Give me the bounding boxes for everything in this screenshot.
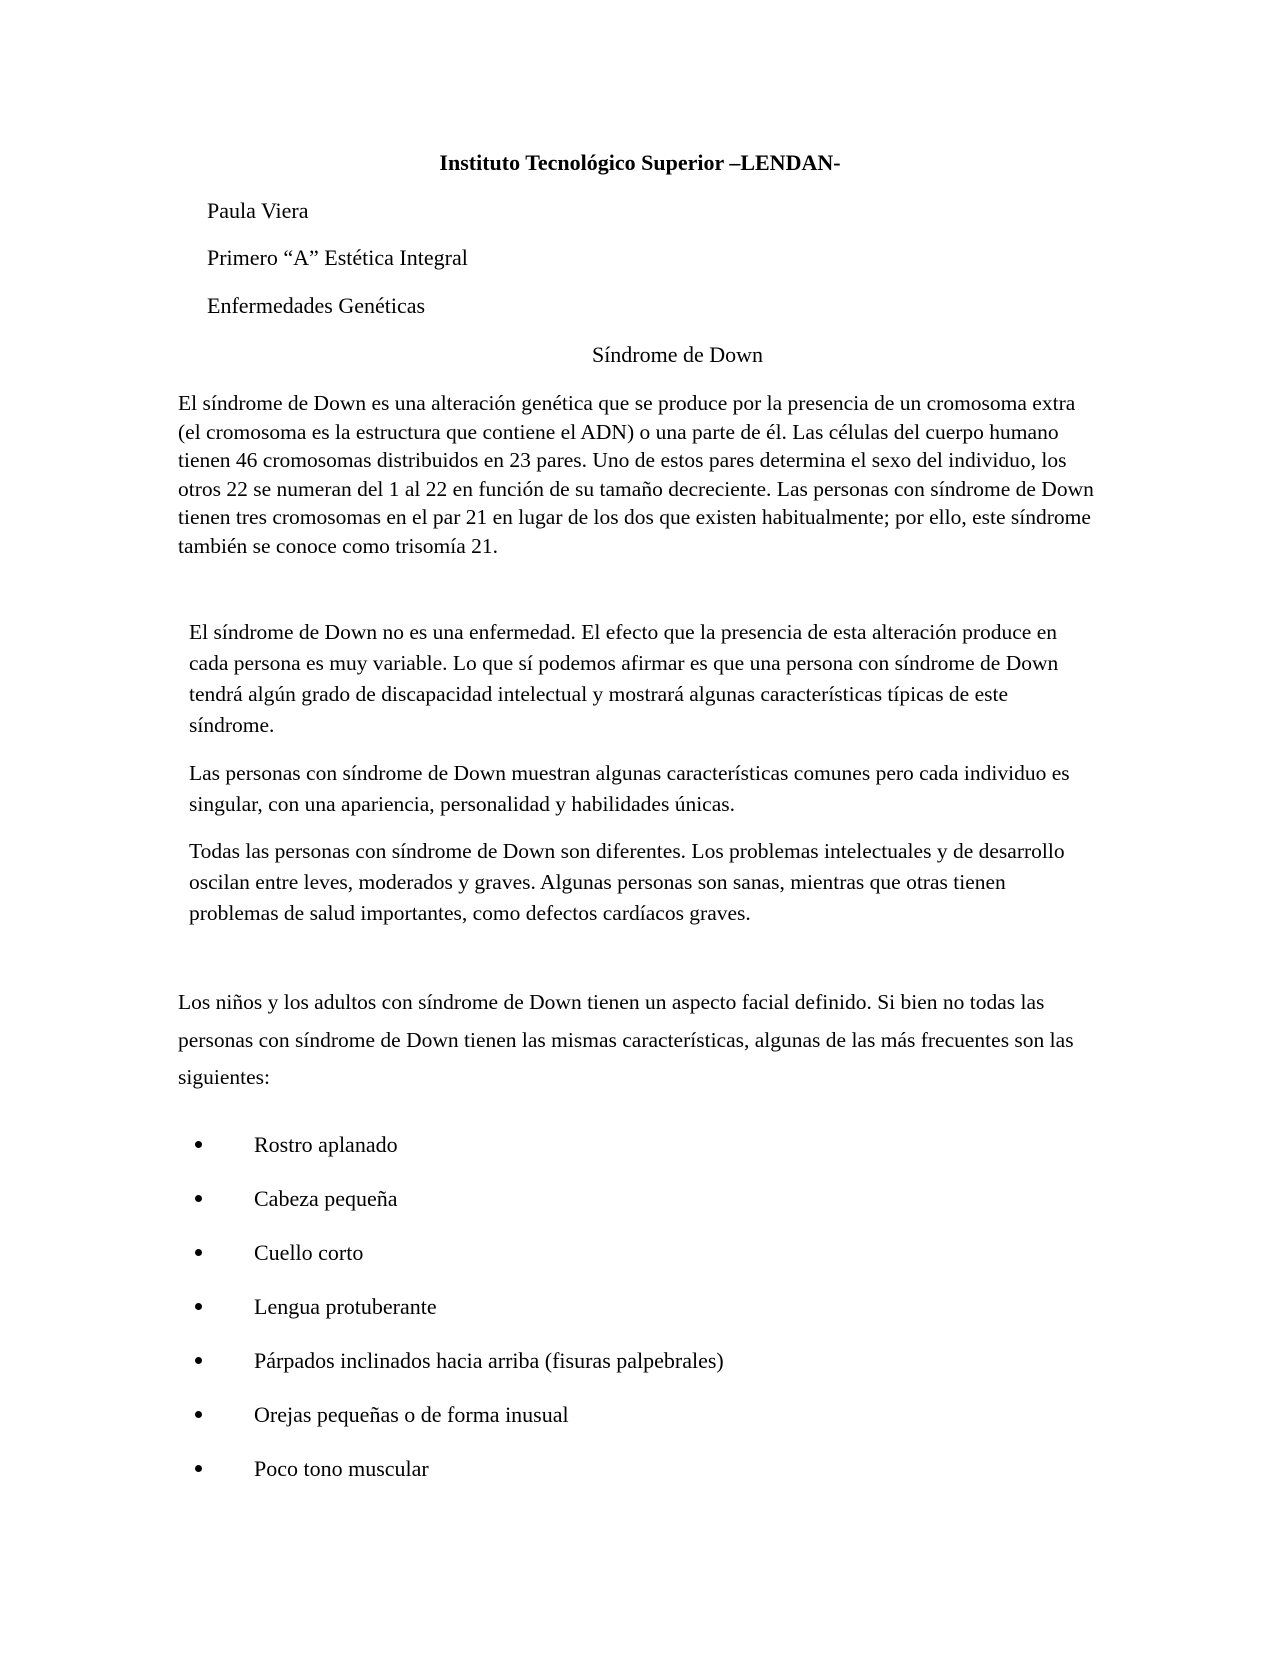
paragraph-not-disease: El síndrome de Down no es una enfermedad. El efecto que la presencia de esta alteración produce en cada persona es muy variable. Lo que sí podemos afirmar es que una persona con síndrome de Down tendrá algún grado de discapacidad intelectual y mostrará algunas características típicas de este síndrome. xyxy=(189,620,1059,737)
bullet-icon xyxy=(195,1195,202,1202)
list-item-text: Rostro aplanado xyxy=(254,1132,398,1157)
list-item xyxy=(0,1131,1280,1185)
features-list xyxy=(0,1131,1280,1509)
list-item xyxy=(0,1239,1280,1293)
bullet-icon xyxy=(195,1249,202,1256)
paragraph-differences: Todas las personas con síndrome de Down son diferentes. Los problemas intelectuales y de desarrollo oscilan entre leves, moderados y graves. Algunas personas son sanas, mientras que otras tienen problemas de salud importantes, como defectos cardíacos graves. xyxy=(189,839,1065,925)
paragraph-facial-features: Los niños y los adultos con síndrome de Down tienen un aspecto facial definido. Si bien no todas las personas con síndrome de Down tienen las mismas características, algunas de las más frecuentes son las siguientes: xyxy=(178,990,1074,1089)
list-item-text: Párpados inclinados hacia arriba (fisuras palpebrales) xyxy=(254,1348,724,1373)
list-item-text: Cabeza pequeña xyxy=(254,1186,398,1211)
bullet-icon xyxy=(195,1465,202,1472)
list-item xyxy=(0,1347,1280,1401)
list-item-text: Orejas pequeñas o de forma inusual xyxy=(254,1402,569,1427)
bullet-icon xyxy=(195,1411,202,1418)
course-name: Primero “A” Estética Integral xyxy=(207,245,468,270)
list-item xyxy=(0,1293,1280,1347)
list-item xyxy=(0,1455,1280,1509)
topic-title xyxy=(0,341,1280,369)
author-name: Paula Viera xyxy=(207,198,309,223)
list-item-text: Poco tono muscular xyxy=(254,1456,429,1481)
list-item xyxy=(0,1185,1280,1239)
list-item-text: Lengua protuberante xyxy=(254,1294,437,1319)
topic-title-text: Síndrome de Down xyxy=(591,342,764,367)
paragraph-characteristics: Las personas con síndrome de Down muestran algunas características comunes pero cada individuo es singular, con una apariencia, personalidad y habilidades únicas. xyxy=(189,761,1070,816)
subject-name: Enfermedades Genéticas xyxy=(207,293,426,318)
list-item xyxy=(0,1401,1280,1455)
institution-title: Instituto Tecnológico Superior –LENDAN- xyxy=(439,150,841,175)
list-item-text: Cuello corto xyxy=(254,1240,364,1265)
bullet-icon xyxy=(195,1357,202,1364)
bullet-icon xyxy=(195,1141,202,1148)
paragraph-definition: El síndrome de Down es una alteración genética que se produce por la presencia de un cromosoma extra (el cromosoma es la estructura que contiene el ADN) o una parte de él. Las células del cuerpo humano tienen 46 cromosomas distribuidos en 23 pares. Uno de estos pares determina el sexo del individuo, los otros 22 se numeran del 1 al 22 en función de su tamaño decreciente. Las personas con síndrome de Down tienen tres cromosomas en el par 21 en lugar de los dos que existen habitualmente; por ello, este síndrome también se conoce como trisomía 21. xyxy=(178,391,1094,558)
bullet-icon xyxy=(195,1303,202,1310)
